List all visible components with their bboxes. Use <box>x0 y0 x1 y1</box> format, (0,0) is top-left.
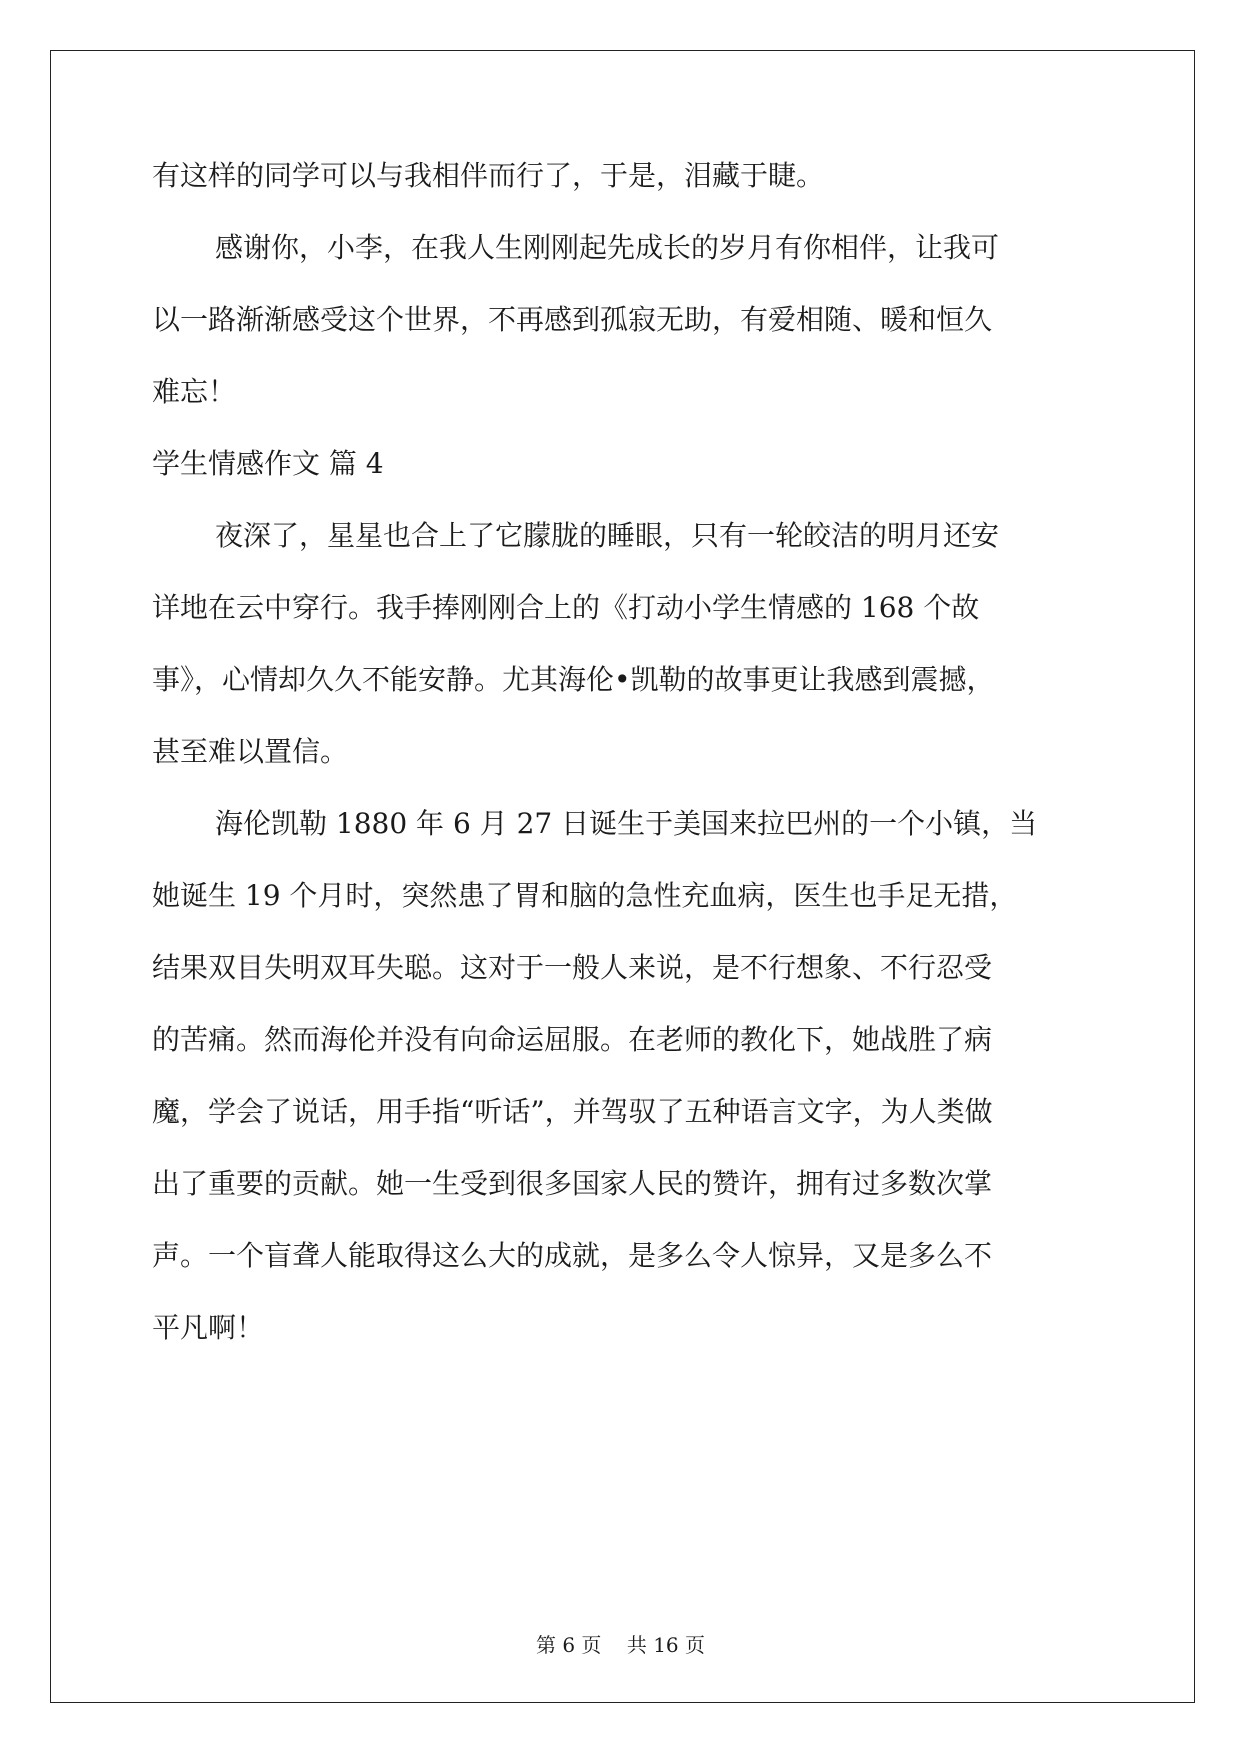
text-line: 事》，心情却久久不能安静。尤其海伦•凯勒的故事更让我感到震撼， <box>152 663 995 696</box>
text-line: 以一路渐渐感受这个世界，不再感到孤寂无助，有爱相随、暖和恒久 <box>152 303 993 336</box>
text-line: 感谢你，小李，在我人生刚刚起先成长的岁月有你相伴，让我可 <box>215 231 1000 264</box>
text-line: 难忘！ <box>152 375 237 408</box>
text-line: 海伦凯勒 1880 年 6 月 27 日诞生于美国来拉巴州的一个小镇，当 <box>215 807 1038 840</box>
section-heading: 学生情感作文 篇 4 <box>152 447 384 480</box>
text-line: 平凡啊！ <box>152 1311 265 1344</box>
text-line: 声。一个盲聋人能取得这么大的成就，是多么令人惊异，又是多么不 <box>152 1239 993 1272</box>
text-line: 甚至难以置信。 <box>152 735 349 768</box>
page-border <box>50 50 1195 1703</box>
text-line: 夜深了，星星也合上了它朦胧的睡眼，只有一轮皎洁的明月还安 <box>215 519 1000 552</box>
text-line: 结果双目失明双耳失聪。这对于一般人来说，是不行想象、不行忍受 <box>152 951 993 984</box>
text-line: 有这样的同学可以与我相伴而行了，于是，泪藏于睫。 <box>152 159 825 192</box>
text-line: 的苦痛。然而海伦并没有向命运屈服。在老师的教化下，她战胜了病 <box>152 1023 993 1056</box>
text-line: 出了重要的贡献。她一生受到很多国家人民的赞许，拥有过多数次掌 <box>152 1167 993 1200</box>
page-number-label: 第 6 页 共 16 页 <box>535 1633 706 1657</box>
text-line: 魔，学会了说话，用手指“听话”，并驾驭了五种语言文字，为人类做 <box>152 1095 993 1128</box>
page-footer <box>0 1629 1241 1658</box>
text-line: 她诞生 19 个月时，突然患了胃和脑的急性充血病，医生也手足无措， <box>152 879 1018 912</box>
text-line: 详地在云中穿行。我手捧刚刚合上的《打动小学生情感的 168 个故 <box>152 591 980 624</box>
